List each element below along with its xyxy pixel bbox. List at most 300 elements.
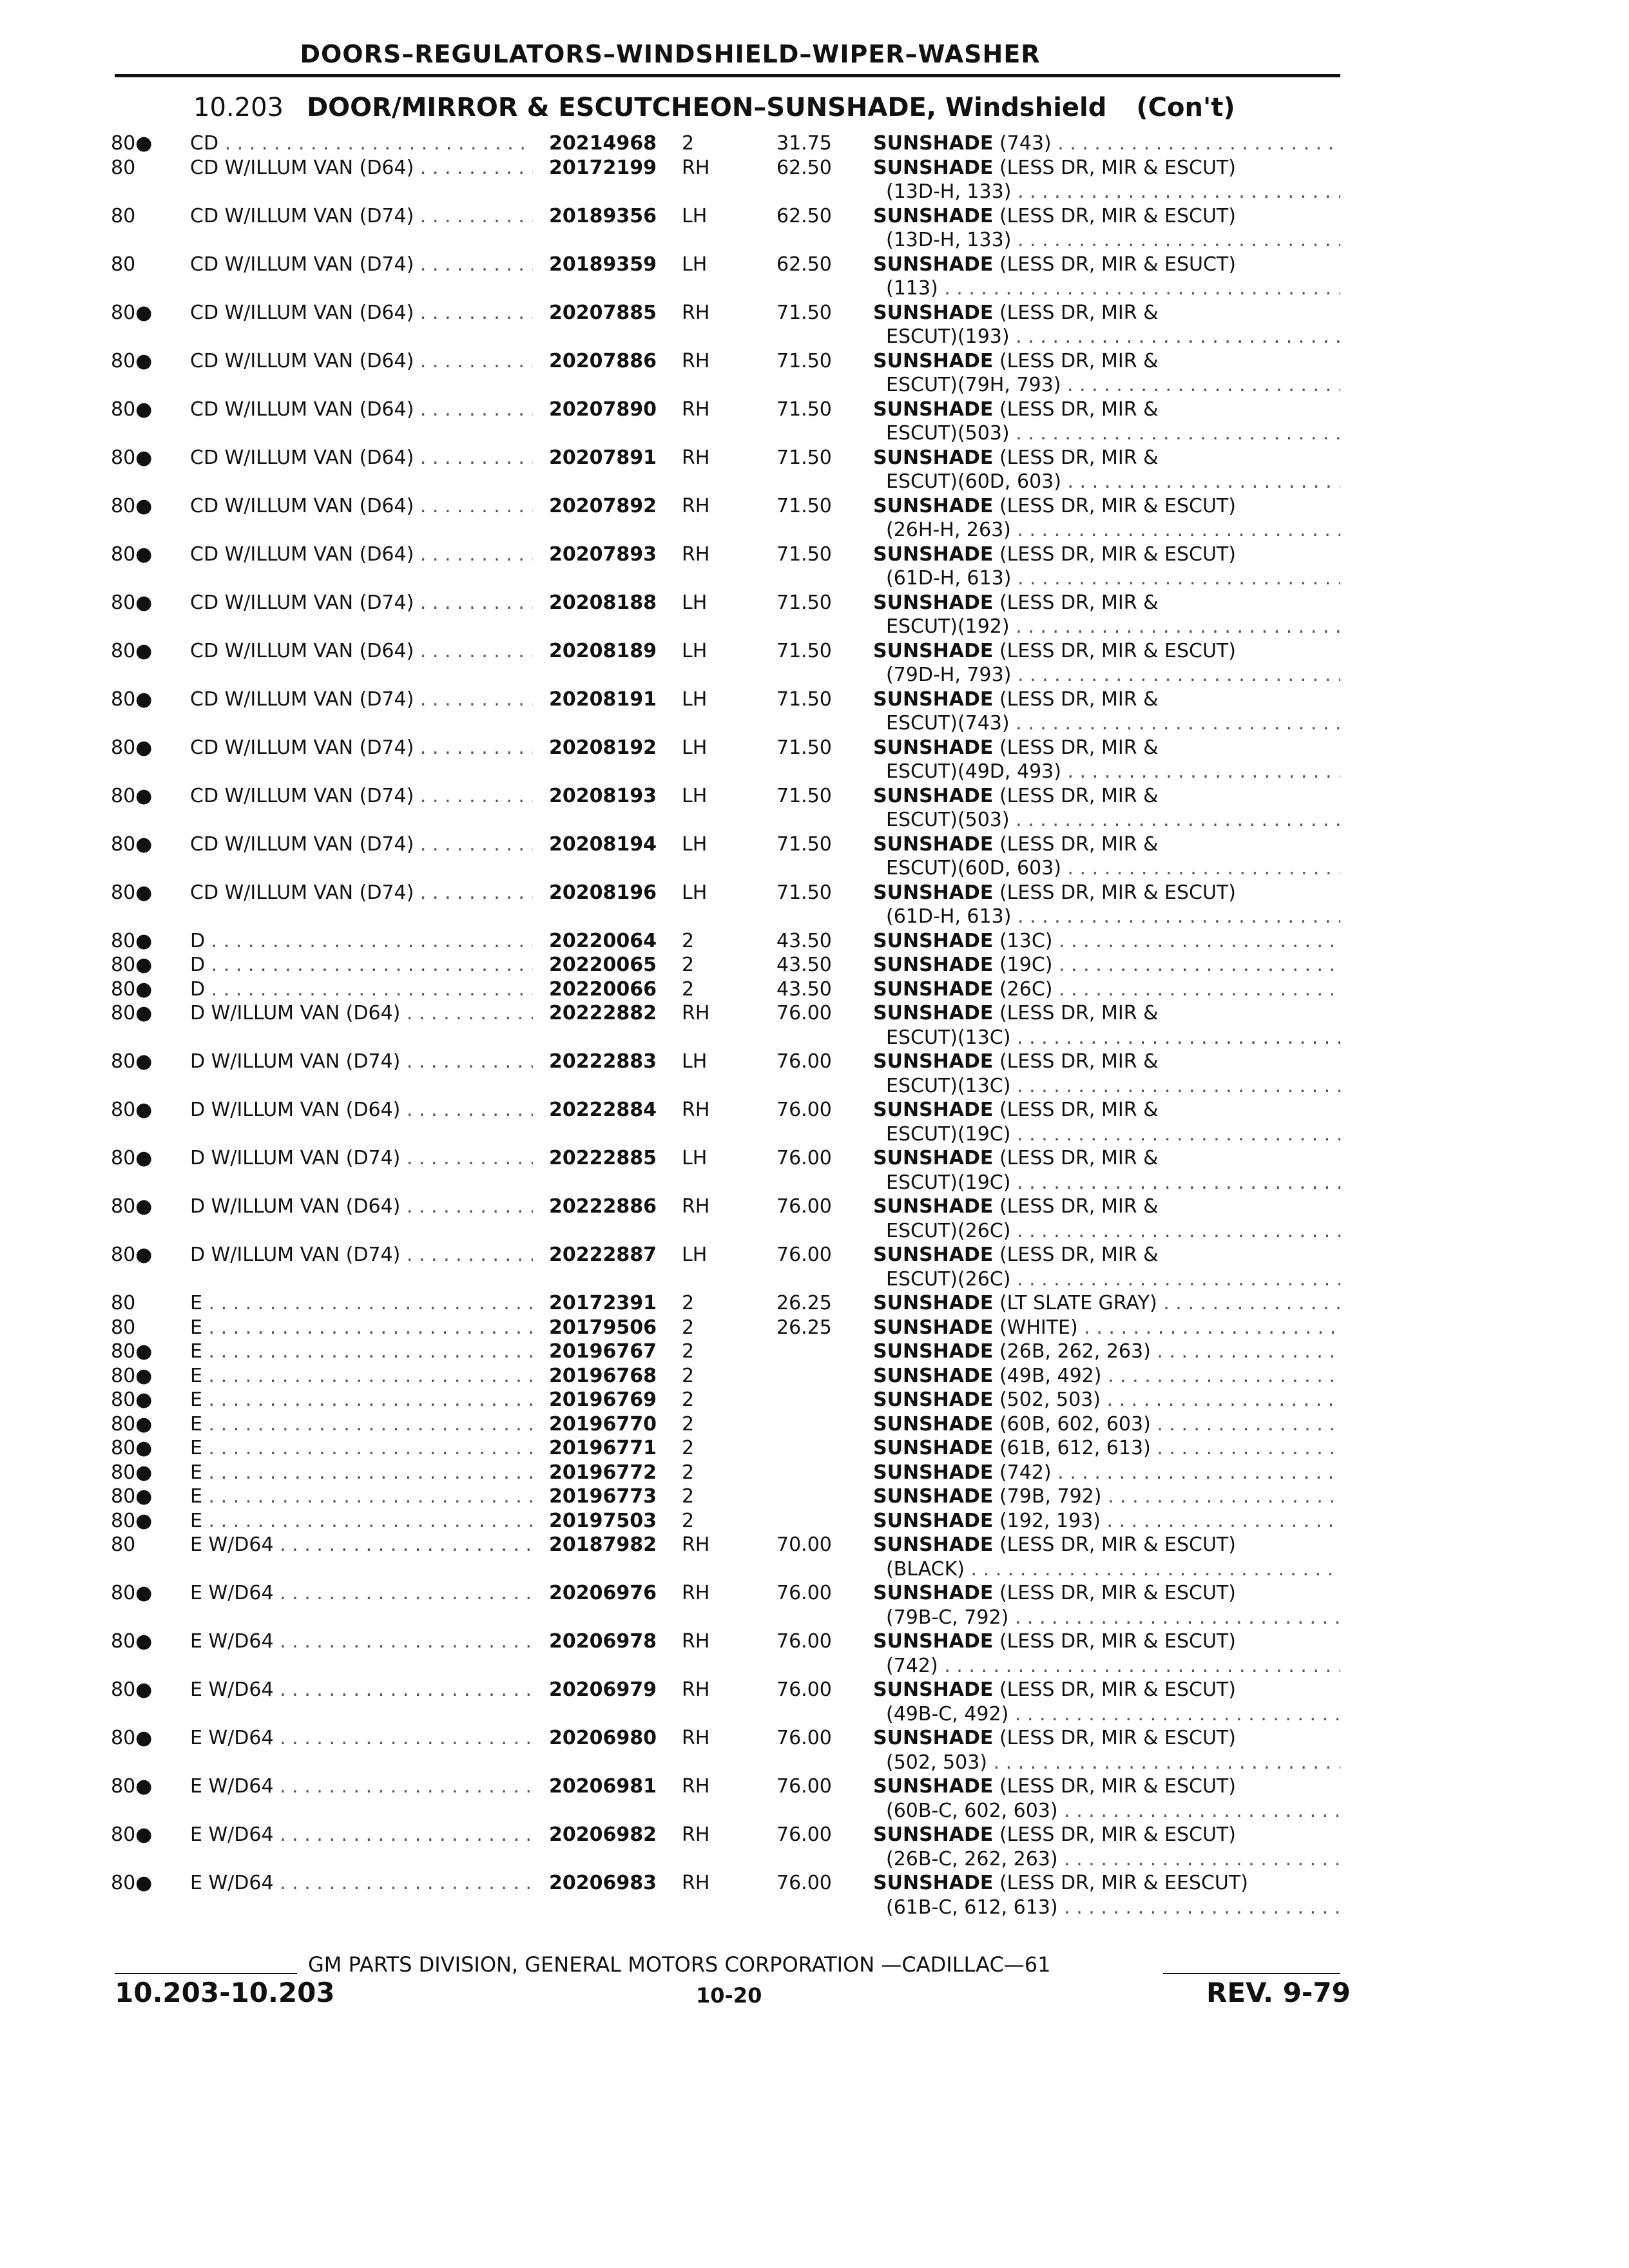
description-continuation: (742) . . .	[886, 1654, 1340, 1678]
model-year: 80●	[111, 1509, 153, 1532]
part-number: 20189356	[549, 204, 657, 227]
quantity: LH	[682, 204, 708, 227]
description-detail: (502, 503) . . .	[999, 1389, 1340, 1411]
parts-row	[0, 494, 1629, 519]
description-detail: (LESS DR, MIR & ESCUT)	[999, 1775, 1236, 1798]
description-name: SUNSHADE	[873, 1630, 994, 1653]
description-detail: (LESS DR, MIR &	[999, 736, 1159, 759]
part-description	[873, 494, 1340, 519]
description-name: SUNSHADE	[873, 1823, 994, 1846]
section-continued: (Con't)	[1136, 93, 1235, 122]
model-usage: CD W/ILLUM VAN (D64) . . .	[190, 446, 533, 470]
footer-page-number: 10-20	[696, 1983, 762, 2008]
parts-row-continuation	[0, 180, 1629, 204]
list-price: 26.25	[776, 1316, 832, 1339]
parts-row-continuation	[0, 1654, 1629, 1678]
description-name: SUNSHADE	[873, 132, 994, 155]
header-rule	[115, 74, 1340, 77]
part-number: 20196772	[549, 1461, 657, 1484]
quantity: RH	[682, 349, 710, 372]
model-year: 80●	[111, 1582, 153, 1604]
quantity: 2	[682, 1340, 695, 1363]
part-description	[873, 543, 1340, 567]
part-description	[873, 1461, 1340, 1485]
model-year: 80●	[111, 1823, 153, 1846]
part-number: 20208194	[549, 832, 657, 856]
description-detail: (61B, 612, 613) . . .	[999, 1437, 1340, 1459]
part-description	[873, 1050, 1340, 1074]
part-number: 20179506	[549, 1316, 657, 1339]
description-detail: (79B, 792) . . .	[999, 1485, 1340, 1508]
model-year: 80●	[111, 591, 153, 614]
parts-row	[0, 398, 1629, 422]
part-number: 20222884	[549, 1099, 657, 1121]
description-continuation: (49B-C, 492) . . .	[886, 1702, 1340, 1727]
description-continuation: ESCUT)(19C) . . .	[886, 1122, 1340, 1147]
model-usage: E . . .	[190, 1291, 533, 1316]
list-price: 31.75	[776, 132, 832, 155]
model-usage: E . . .	[190, 1461, 533, 1485]
description-name: SUNSHADE	[873, 349, 994, 372]
section-name: DOOR/MIRROR & ESCUTCHEON–SUNSHADE, Windshield	[306, 93, 1107, 122]
quantity: 2	[682, 1412, 695, 1436]
quantity: LH	[682, 1147, 708, 1169]
description-detail: (742) . . .	[999, 1461, 1340, 1484]
model-year: 80●	[111, 881, 153, 904]
model-usage: CD W/ILLUM VAN (D74) . . .	[190, 832, 533, 857]
quantity: RH	[682, 1678, 710, 1701]
model-year: 80●	[111, 639, 153, 662]
model-usage: E . . .	[190, 1412, 533, 1437]
parts-row-continuation	[0, 518, 1629, 543]
quantity: RH	[682, 1823, 710, 1846]
description-name: SUNSHADE	[873, 253, 994, 276]
model-year: 80●	[111, 1412, 153, 1436]
description-detail: (49B, 492) . . .	[999, 1365, 1340, 1387]
description-continuation: ESCUT)(19C) . . .	[886, 1171, 1340, 1195]
model-usage: CD W/ILLUM VAN (D74) . . .	[190, 881, 533, 905]
description-name: SUNSHADE	[873, 1099, 994, 1121]
description-continuation: ESCUT)(193) . . .	[886, 325, 1340, 349]
list-price: 71.50	[776, 349, 832, 372]
description-detail: (LESS DR, MIR &	[999, 784, 1159, 807]
description-continuation: (60B-C, 602, 603) . . .	[886, 1799, 1340, 1823]
model-year: 80	[111, 204, 136, 227]
description-name: SUNSHADE	[873, 929, 994, 952]
part-number: 20222886	[549, 1195, 657, 1218]
part-description	[873, 977, 1340, 1002]
parts-row	[0, 301, 1629, 325]
description-detail: (LESS DR, MIR & ESCUT)	[999, 204, 1236, 227]
model-year: 80●	[111, 1340, 153, 1363]
quantity: RH	[682, 1582, 710, 1604]
part-number: 20208189	[549, 639, 657, 662]
part-description	[873, 446, 1340, 470]
description-name: SUNSHADE	[873, 954, 994, 976]
parts-row	[0, 1871, 1629, 1896]
model-usage: D W/ILLUM VAN (D74) . . .	[190, 1243, 533, 1267]
part-number: 20172391	[549, 1292, 657, 1314]
model-year: 80●	[111, 301, 153, 324]
description-continuation: ESCUT)(60D, 603) . . .	[886, 856, 1340, 881]
part-number: 20208188	[549, 591, 657, 614]
parts-row-continuation	[0, 1171, 1629, 1195]
description-detail: (26B, 262, 263) . . .	[999, 1340, 1340, 1363]
parts-row-continuation	[0, 1219, 1629, 1244]
model-year: 80●	[111, 1244, 153, 1266]
part-description	[873, 687, 1340, 712]
parts-row	[0, 953, 1629, 977]
description-name: SUNSHADE	[873, 1292, 994, 1314]
part-description	[873, 131, 1340, 156]
list-price: 76.00	[776, 1775, 832, 1798]
quantity: LH	[682, 639, 708, 662]
page-header-title: DOORS–REGULATORS–WINDSHIELD–WIPER–WASHER	[300, 40, 1041, 68]
quantity: 2	[682, 977, 695, 1001]
quantity: LH	[682, 881, 708, 904]
description-detail: (LESS DR, MIR &	[999, 1099, 1159, 1121]
description-continuation: (BLACK) . . .	[886, 1557, 1340, 1582]
quantity: 2	[682, 1485, 695, 1508]
description-name: SUNSHADE	[873, 1340, 994, 1363]
part-description	[873, 253, 1340, 277]
description-name: SUNSHADE	[873, 1002, 994, 1024]
model-year: 80●	[111, 543, 153, 566]
part-description	[873, 156, 1340, 180]
description-continuation: ESCUT)(79H, 793) . . .	[886, 373, 1340, 398]
quantity: 2	[682, 1437, 695, 1459]
list-price: 76.00	[776, 1727, 832, 1749]
part-number: 20172199	[549, 156, 657, 179]
parts-row	[0, 1316, 1629, 1340]
model-usage: CD W/ILLUM VAN (D64) . . .	[190, 543, 533, 567]
part-description	[873, 1436, 1340, 1461]
parts-row	[0, 253, 1629, 277]
quantity: LH	[682, 832, 708, 856]
description-continuation: (79D-H, 793) . . .	[886, 663, 1340, 687]
parts-row	[0, 1001, 1629, 1026]
part-number: 20208196	[549, 881, 657, 904]
description-detail: (LESS DR, MIR &	[999, 1195, 1159, 1218]
quantity: RH	[682, 398, 710, 421]
model-usage: E W/D64 . . .	[190, 1678, 533, 1702]
description-detail: (LESS DR, MIR & ESCUT)	[999, 881, 1236, 904]
model-year: 80●	[111, 1678, 153, 1701]
description-detail: (LESS DR, MIR &	[999, 591, 1159, 614]
description-continuation: ESCUT)(503) . . .	[886, 421, 1340, 446]
model-usage: CD W/ILLUM VAN (D74) . . .	[190, 736, 533, 760]
description-continuation: (61D-H, 613) . . .	[886, 905, 1340, 929]
model-usage: D W/ILLUM VAN (D74) . . .	[190, 1146, 533, 1171]
list-price: 62.50	[776, 204, 832, 227]
description-continuation: ESCUT)(743) . . .	[886, 711, 1340, 736]
quantity: RH	[682, 1195, 710, 1218]
model-usage: D W/ILLUM VAN (D64) . . .	[190, 1001, 533, 1026]
part-description	[873, 1678, 1340, 1702]
model-year: 80●	[111, 494, 153, 517]
part-number: 20222887	[549, 1244, 657, 1266]
parts-row-continuation	[0, 1847, 1629, 1872]
quantity: RH	[682, 1002, 710, 1024]
model-usage: CD W/ILLUM VAN (D74) . . .	[190, 591, 533, 615]
footer-rule-left	[115, 1973, 297, 1974]
model-usage: D . . .	[190, 977, 533, 1002]
parts-row-continuation	[0, 1557, 1629, 1582]
model-year: 80●	[111, 1437, 153, 1459]
description-detail: (LT SLATE GRAY) . . .	[999, 1292, 1340, 1314]
parts-row-continuation	[0, 228, 1629, 253]
description-name: SUNSHADE	[873, 1775, 994, 1798]
description-detail: (LESS DR, MIR & ESCUT)	[999, 1630, 1236, 1653]
section-title	[193, 93, 1235, 122]
part-number: 20189359	[549, 253, 657, 276]
model-usage: E W/D64 . . .	[190, 1581, 533, 1606]
model-usage: E . . .	[190, 1364, 533, 1389]
description-detail: (LESS DR, MIR &	[999, 687, 1159, 711]
list-price: 43.50	[776, 954, 832, 976]
description-detail: (60B, 602, 603) . . .	[999, 1413, 1340, 1436]
quantity: LH	[682, 591, 708, 614]
quantity: 2	[682, 1292, 695, 1314]
part-number: 20222885	[549, 1147, 657, 1169]
part-number: 20207891	[549, 446, 657, 469]
model-usage: CD W/ILLUM VAN (D64) . . .	[190, 398, 533, 422]
parts-row	[0, 156, 1629, 180]
model-year: 80●	[111, 1630, 153, 1653]
description-name: SUNSHADE	[873, 591, 994, 614]
list-price: 71.50	[776, 398, 832, 421]
quantity: RH	[682, 1099, 710, 1121]
part-description	[873, 1001, 1340, 1026]
description-detail: (LESS DR, MIR &	[999, 1050, 1159, 1073]
description-name: SUNSHADE	[873, 639, 994, 662]
list-price: 62.50	[776, 156, 832, 179]
part-description	[873, 1291, 1340, 1316]
part-number: 20220066	[549, 977, 657, 1001]
part-number: 20196768	[549, 1364, 657, 1387]
parts-list	[0, 131, 1629, 1919]
description-name: SUNSHADE	[873, 1147, 994, 1169]
parts-row	[0, 1485, 1629, 1509]
quantity: LH	[682, 253, 708, 276]
parts-row	[0, 1436, 1629, 1461]
description-detail: (LESS DR, MIR &	[999, 398, 1159, 421]
description-detail: (LESS DR, MIR & ESCUT)	[999, 156, 1236, 179]
part-number: 20206980	[549, 1727, 657, 1749]
list-price: 76.00	[776, 1872, 832, 1894]
part-number: 20220065	[549, 954, 657, 976]
description-continuation: ESCUT)(49D, 493) . . .	[886, 760, 1340, 784]
parts-row	[0, 639, 1629, 664]
description-name: SUNSHADE	[873, 1364, 994, 1387]
model-usage: D W/ILLUM VAN (D64) . . .	[190, 1195, 533, 1219]
part-number: 20206983	[549, 1872, 657, 1894]
parts-row	[0, 977, 1629, 1002]
description-detail: (26C) . . .	[999, 978, 1340, 1001]
model-year: 80	[111, 1533, 136, 1556]
quantity: LH	[682, 687, 708, 711]
description-detail: (LESS DR, MIR &	[999, 1002, 1159, 1024]
description-name: SUNSHADE	[873, 687, 994, 711]
part-description	[873, 881, 1340, 905]
quantity: RH	[682, 543, 710, 566]
model-usage: CD W/ILLUM VAN (D74) . . .	[190, 784, 533, 809]
list-price: 76.00	[776, 1195, 832, 1218]
list-price: 71.50	[776, 543, 832, 566]
quantity: LH	[682, 1050, 708, 1073]
parts-row	[0, 1726, 1629, 1751]
model-year: 80●	[111, 398, 153, 421]
model-usage: E . . .	[190, 1485, 533, 1509]
part-description	[873, 1774, 1340, 1799]
parts-row	[0, 131, 1629, 156]
description-continuation: ESCUT)(26C) . . .	[886, 1219, 1340, 1244]
model-usage: E . . .	[190, 1436, 533, 1461]
description-name: SUNSHADE	[873, 1872, 994, 1894]
model-year: 80●	[111, 1775, 153, 1798]
model-usage: E W/D64 . . .	[190, 1774, 533, 1799]
parts-row-continuation	[0, 1606, 1629, 1630]
model-year: 80●	[111, 1195, 153, 1218]
description-continuation: ESCUT)(192) . . .	[886, 615, 1340, 639]
parts-row-continuation	[0, 808, 1629, 832]
part-number: 20207892	[549, 494, 657, 517]
part-description	[873, 1726, 1340, 1751]
part-description	[873, 1533, 1340, 1557]
model-year: 80	[111, 1292, 136, 1314]
parts-row	[0, 1195, 1629, 1219]
parts-row	[0, 591, 1629, 615]
model-usage: E . . .	[190, 1388, 533, 1412]
part-number: 20222883	[549, 1050, 657, 1073]
parts-row	[0, 1388, 1629, 1412]
description-detail: (192, 193) . . .	[999, 1510, 1340, 1532]
part-number: 20207890	[549, 398, 657, 421]
list-price: 76.00	[776, 1823, 832, 1846]
quantity: RH	[682, 1727, 710, 1749]
model-year: 80●	[111, 1872, 153, 1894]
footer-revision: REV. 9-79	[1206, 1977, 1351, 2008]
quantity: RH	[682, 1872, 710, 1894]
part-number: 20196770	[549, 1412, 657, 1436]
description-detail: (743) . . .	[999, 132, 1340, 155]
model-year: 80●	[111, 132, 153, 155]
list-price: 71.50	[776, 494, 832, 517]
list-price: 71.50	[776, 687, 832, 711]
list-price: 76.00	[776, 1099, 832, 1121]
parts-row	[0, 1509, 1629, 1533]
model-year: 80●	[111, 1364, 153, 1387]
quantity: RH	[682, 156, 710, 179]
parts-row	[0, 1774, 1629, 1799]
description-detail: (LESS DR, MIR & ESCUT)	[999, 1533, 1236, 1556]
part-description	[873, 301, 1340, 325]
part-description	[873, 1364, 1340, 1389]
list-price: 76.00	[776, 1050, 832, 1073]
list-price: 71.50	[776, 639, 832, 662]
quantity: 2	[682, 1389, 695, 1411]
list-price: 71.50	[776, 591, 832, 614]
part-description	[873, 929, 1340, 954]
part-number: 20222882	[549, 1002, 657, 1024]
list-price: 76.00	[776, 1244, 832, 1266]
description-continuation: (13D-H, 133) . . .	[886, 180, 1340, 204]
description-detail: (WHITE) . . .	[999, 1316, 1340, 1339]
parts-row	[0, 1243, 1629, 1267]
list-price: 43.50	[776, 929, 832, 952]
description-detail: (LESS DR, MIR & ESCUT)	[999, 1823, 1236, 1846]
part-description	[873, 1195, 1340, 1219]
parts-row	[0, 1581, 1629, 1606]
part-number: 20206982	[549, 1823, 657, 1846]
parts-row-continuation	[0, 470, 1629, 494]
model-year: 80●	[111, 349, 153, 372]
part-number: 20214968	[549, 132, 657, 155]
parts-row	[0, 446, 1629, 470]
description-name: SUNSHADE	[873, 1437, 994, 1459]
description-detail: (LESS DR, MIR & ESCUT)	[999, 1678, 1236, 1701]
parts-row-continuation	[0, 1122, 1629, 1147]
description-detail: (LESS DR, MIR &	[999, 1147, 1159, 1169]
parts-row-continuation	[0, 1026, 1629, 1050]
quantity: 2	[682, 132, 695, 155]
quantity: RH	[682, 494, 710, 517]
parts-row-continuation	[0, 905, 1629, 929]
description-name: SUNSHADE	[873, 1389, 994, 1411]
part-description	[873, 398, 1340, 422]
description-name: SUNSHADE	[873, 1727, 994, 1749]
model-year: 80●	[111, 1485, 153, 1508]
model-year: 80●	[111, 446, 153, 469]
model-usage: CD . . .	[190, 131, 533, 156]
quantity: RH	[682, 1630, 710, 1653]
description-name: SUNSHADE	[873, 1412, 994, 1436]
parts-row-continuation	[0, 1267, 1629, 1292]
model-year: 80●	[111, 1461, 153, 1484]
list-price: 76.00	[776, 1002, 832, 1024]
description-detail: (LESS DR, MIR & EESCUT)	[999, 1872, 1248, 1894]
quantity: RH	[682, 446, 710, 469]
model-year: 80●	[111, 1727, 153, 1749]
part-number: 20208191	[549, 687, 657, 711]
description-name: SUNSHADE	[873, 1533, 994, 1556]
parts-row	[0, 204, 1629, 229]
parts-row	[0, 929, 1629, 954]
parts-row	[0, 1340, 1629, 1364]
model-usage: E . . .	[190, 1316, 533, 1340]
footer-section-range: 10.203-10.203	[115, 1977, 335, 2008]
part-description	[873, 1629, 1340, 1654]
description-continuation: (113) . . .	[886, 276, 1340, 301]
parts-row	[0, 1823, 1629, 1847]
model-year: 80●	[111, 736, 153, 759]
quantity: 2	[682, 954, 695, 976]
model-usage: D . . .	[190, 953, 533, 977]
part-number: 20197503	[549, 1509, 657, 1532]
description-continuation: (61D-H, 613) . . .	[886, 566, 1340, 591]
parts-row	[0, 349, 1629, 374]
part-description	[873, 1509, 1340, 1533]
description-name: SUNSHADE	[873, 156, 994, 179]
part-description	[873, 784, 1340, 809]
description-detail: (LESS DR, MIR &	[999, 446, 1159, 469]
model-usage: CD W/ILLUM VAN (D74) . . .	[190, 204, 533, 229]
description-continuation: (502, 503) . . .	[886, 1751, 1340, 1775]
quantity: 2	[682, 1316, 695, 1339]
description-continuation: ESCUT)(13C) . . .	[886, 1074, 1340, 1099]
description-continuation: ESCUT)(13C) . . .	[886, 1026, 1340, 1050]
description-detail: (LESS DR, MIR & ESCUT)	[999, 543, 1236, 566]
